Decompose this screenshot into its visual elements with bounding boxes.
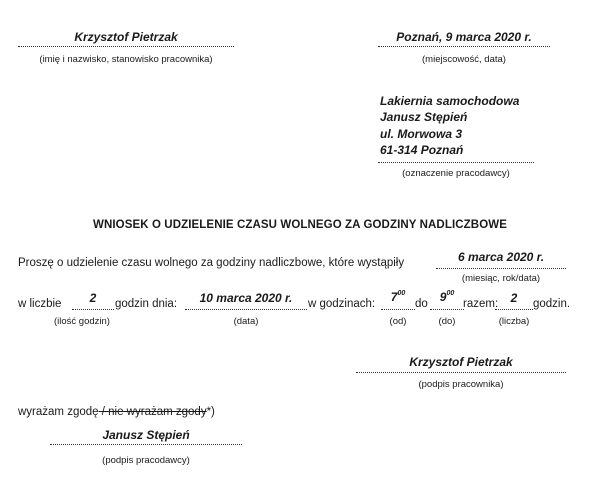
w-godzinach-label: w godzinach: (308, 298, 376, 310)
consent-agree: wyrażam zgodę (18, 406, 99, 418)
document-title: WNIOSEK O UDZIELENIE CZASU WOLNEGO ZA GODZINY NADLICZBOWE (93, 219, 507, 231)
overtime-date-caption: (data) (233, 316, 259, 327)
razem-label: razem: (463, 298, 499, 310)
w-liczbie-label: w liczbie (18, 298, 62, 310)
employee-signature-name: Krzysztof Pietrzak (409, 355, 513, 369)
place-date-value: Poznań, 9 marca 2020 r. (396, 30, 532, 44)
to-time-caption: (do) (438, 316, 456, 327)
employee-name: Krzysztof Pietrzak (74, 30, 178, 44)
employer-line-2: Janusz Stępień (380, 110, 468, 124)
employer-dotted-line (378, 162, 534, 163)
consent-line (18, 406, 215, 418)
employer-signature-dotted-line (50, 444, 242, 445)
employee-signature-caption: (podpis pracownika) (418, 379, 504, 390)
employer-signature-caption: (podpis pracodawcy) (102, 455, 190, 466)
employer-line-1: Lakiernia samochodowa (380, 94, 520, 108)
place-date-dotted-line (378, 46, 550, 47)
request-text: Proszę o udzielenie czasu wolnego za godziny nadliczbowe, które wystąpiły (18, 257, 405, 269)
from-time-dotted-line (381, 309, 415, 310)
godzin-dnia-label: godzin dnia: (115, 298, 178, 310)
request-date-caption: (miesiąc, rok/data) (461, 273, 541, 284)
consent-suffix: *) (206, 406, 215, 418)
from-time-caption: (od) (389, 316, 407, 327)
request-date-dotted-line (436, 268, 566, 269)
employer-line-4: 61-314 Poznań (380, 143, 464, 157)
overtime-date-value: 10 marca 2020 r. (199, 291, 293, 305)
total-hours-value: 2 (510, 291, 518, 305)
hours-count-dotted-line (72, 309, 114, 310)
employee-dotted-line (18, 46, 234, 47)
total-hours-dotted-line (495, 309, 533, 310)
consent-slash: / (98, 406, 109, 418)
employer-caption: (oznaczenie pracodawcy) (402, 168, 510, 179)
to-time-value: $9^{00}$ (439, 290, 455, 304)
employer-signature-name: Janusz Stępień (102, 428, 190, 442)
overtime-date-dotted-line (185, 309, 307, 310)
employee-signature-dotted-line (356, 372, 566, 373)
employer-line-3: ul. Morwowa 3 (380, 127, 463, 141)
from-time-value: $7^{00}$ (390, 290, 406, 304)
godzin-end-label: godzin. (533, 298, 571, 310)
place-date-caption: (miejscowość, data) (422, 54, 506, 65)
hours-count-value: 2 (89, 291, 97, 305)
employee-caption: (imię i nazwisko, stanowisko pracownika) (39, 54, 213, 65)
to-time-dotted-line (430, 309, 464, 310)
request-date-value: 6 marca 2020 r. (457, 250, 545, 264)
do-label: do (415, 298, 428, 310)
consent-disagree: nie wyrażam zgody (108, 406, 207, 418)
total-hours-caption: (liczba) (498, 316, 530, 327)
hours-count-caption: (ilość godzin) (54, 316, 110, 327)
